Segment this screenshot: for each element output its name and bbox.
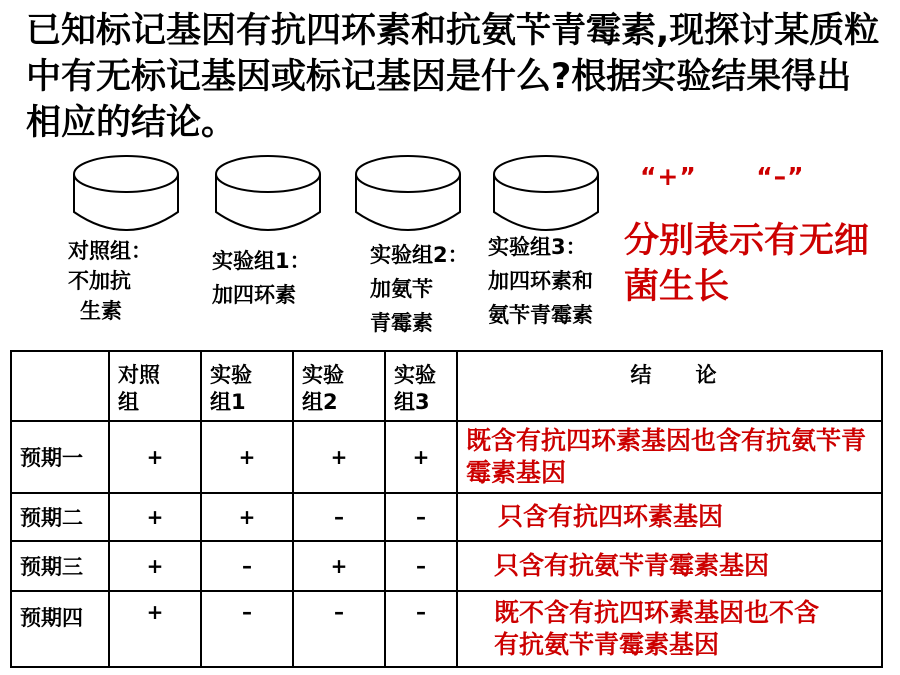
row-conclusion: 既不含有抗四环素基因也不含有抗氨苄青霉素基因 — [457, 591, 882, 667]
expectation-table — [10, 350, 883, 668]
group-label-line: 氨苄青霉素 — [488, 303, 593, 327]
minus-sign: “–” — [756, 162, 805, 191]
petri-dish-group3 — [490, 152, 602, 232]
group-label-line: 实验组3： — [488, 235, 587, 259]
problem-statement: 已知标记基因有抗四环素和抗氨苄青霉素,现探讨某质粒中有无标记基因或标记基因是什么?根据实验结果得出相应的结论。 — [26, 11, 880, 143]
table-corner-cell — [11, 351, 109, 421]
group-label-line: 加氨苄 — [370, 277, 433, 301]
col-header-line: 对照 — [118, 363, 160, 387]
group-label-line: 加四环素 — [212, 283, 296, 307]
result-mark: + — [201, 421, 293, 493]
row-conclusion: 只含有抗四环素基因 — [457, 493, 882, 541]
row-conclusion: 既含有抗四环素基因也含有抗氨苄青霉素基因 — [457, 421, 882, 493]
result-mark: – — [293, 493, 385, 541]
result-mark: – — [201, 541, 293, 591]
col-header-char: 结 — [630, 363, 652, 387]
row-label: 预期一 — [11, 421, 109, 493]
group-label-line: 青霉素 — [370, 311, 433, 335]
result-mark: – — [385, 591, 457, 667]
col-header-control — [109, 351, 201, 421]
result-mark: – — [385, 541, 457, 591]
row-label: 预期四 — [11, 591, 109, 667]
result-mark: + — [109, 421, 201, 493]
result-mark: – — [201, 591, 293, 667]
table-row — [11, 591, 882, 667]
result-mark: + — [385, 421, 457, 493]
col-header-line: 组1 — [210, 390, 246, 414]
col-header-group2 — [293, 351, 385, 421]
table-row — [11, 493, 882, 541]
result-mark: – — [293, 591, 385, 667]
group-label-line: 实验组2： — [370, 243, 469, 267]
row-label: 预期二 — [11, 493, 109, 541]
group-label-line: 加四环素和 — [488, 269, 593, 293]
col-header-line: 组3 — [394, 390, 430, 414]
petri-dish-group1 — [212, 152, 324, 232]
group-label-line: 对照组： — [68, 239, 152, 263]
table-row — [11, 421, 882, 493]
col-header-line: 实验 — [394, 363, 436, 387]
col-header-conclusion — [457, 351, 882, 421]
sign-meaning: 分别表示有无细菌生长 — [624, 221, 870, 307]
petri-dish-icon — [352, 152, 464, 232]
col-header-char: 论 — [695, 363, 717, 387]
row-conclusion: 只含有抗氨苄青霉素基因 — [457, 541, 882, 591]
table-header-row — [11, 351, 882, 421]
petri-dish-group2 — [352, 152, 464, 232]
group-label-line: 实验组1： — [212, 249, 311, 273]
col-header-line: 实验 — [302, 363, 344, 387]
result-mark: – — [385, 493, 457, 541]
result-mark: + — [109, 493, 201, 541]
result-mark: + — [201, 493, 293, 541]
group-label-3 — [488, 232, 593, 330]
row-label: 预期三 — [11, 541, 109, 591]
group-label-1 — [212, 246, 311, 310]
group-label-control — [68, 236, 152, 326]
col-header-line: 组 — [118, 390, 139, 414]
col-header-line: 组2 — [302, 390, 338, 414]
petri-dish-icon — [490, 152, 602, 232]
result-mark: + — [293, 421, 385, 493]
group-label-line: 不加抗 — [68, 269, 131, 293]
petri-dish-icon — [212, 152, 324, 232]
col-header-group3 — [385, 351, 457, 421]
group-label-line: 生素 — [80, 299, 122, 323]
petri-dish-control — [70, 152, 182, 232]
result-mark: + — [109, 541, 201, 591]
sign-legend — [640, 162, 805, 191]
result-mark: + — [109, 591, 201, 667]
result-mark: + — [293, 541, 385, 591]
group-label-2 — [370, 240, 469, 338]
table-row — [11, 541, 882, 591]
petri-dish-icon — [70, 152, 182, 232]
plus-sign: “+” — [640, 162, 697, 191]
col-header-line: 实验 — [210, 363, 252, 387]
col-header-group1 — [201, 351, 293, 421]
